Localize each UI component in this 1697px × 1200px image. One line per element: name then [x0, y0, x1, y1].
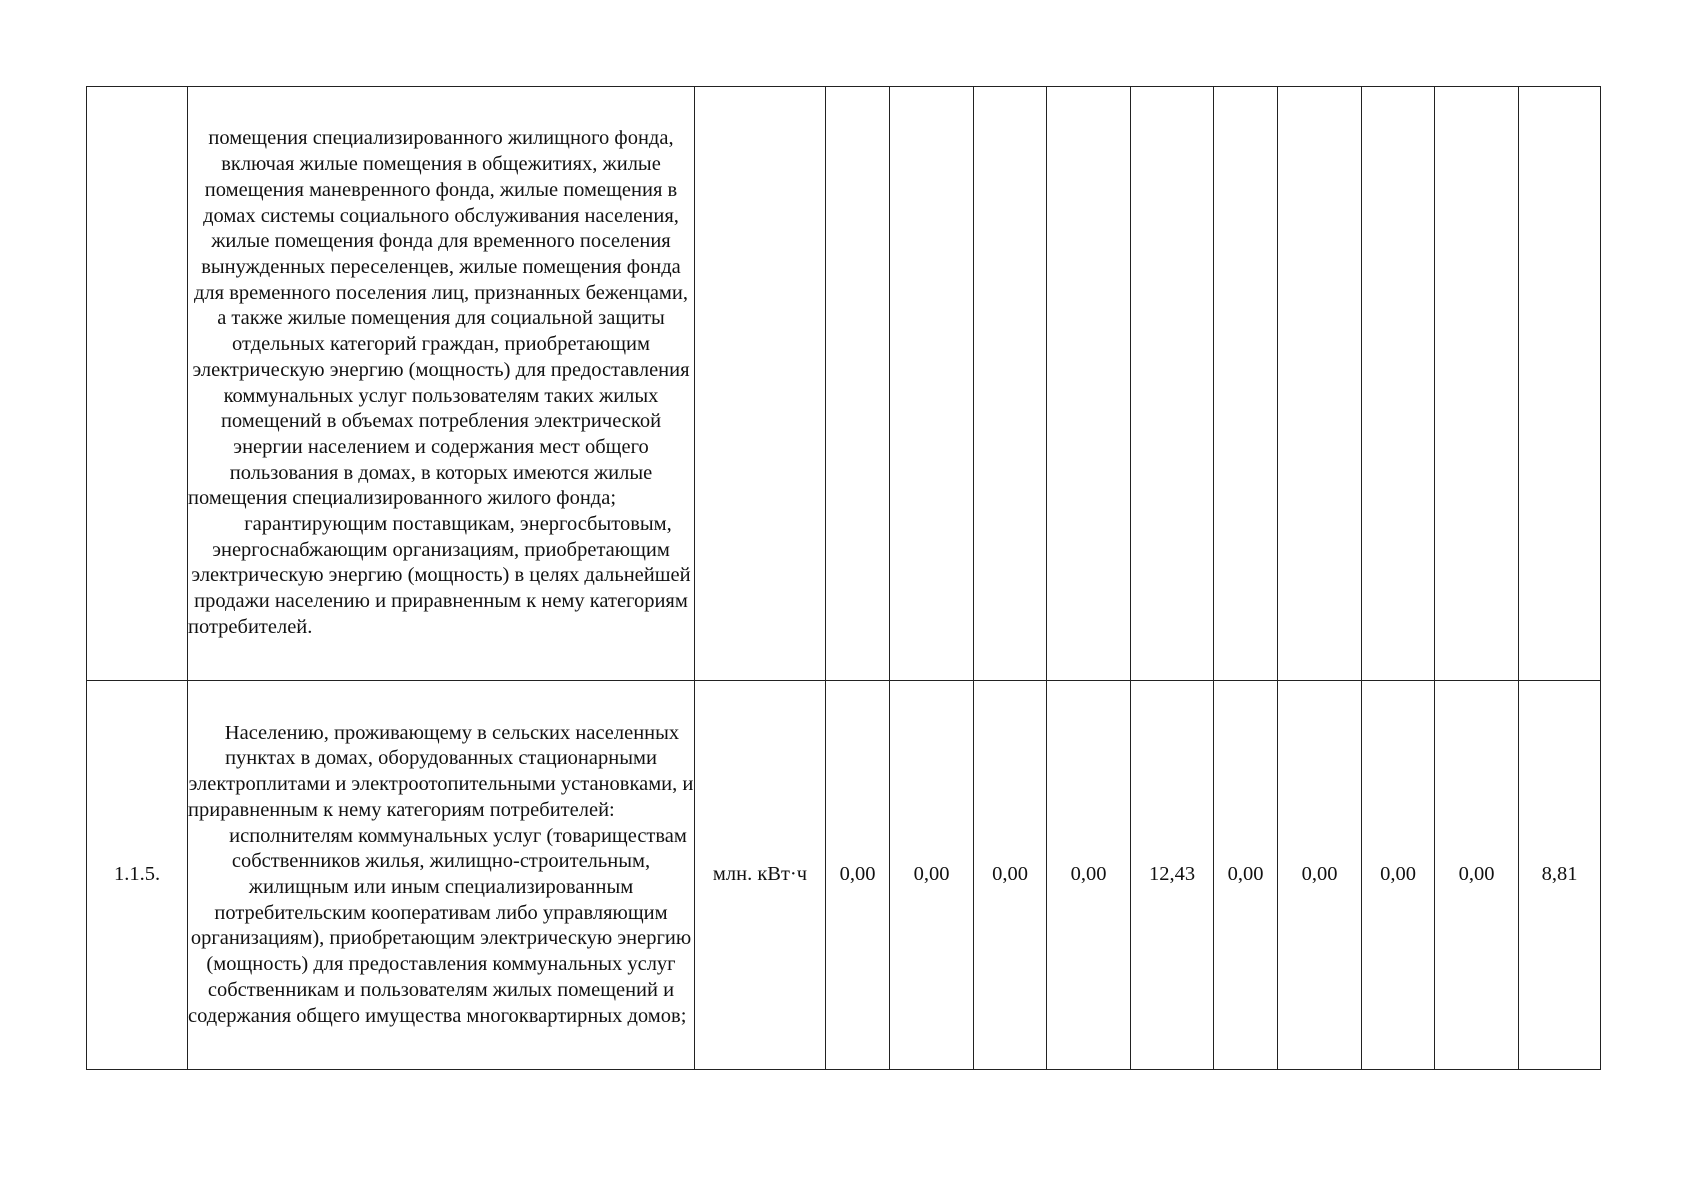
row-number-cell — [87, 87, 188, 681]
value-cell: 0,00 — [826, 681, 890, 1070]
table-row — [87, 681, 1601, 1070]
description-paragraph: исполнителям коммунальных услуг (товариществам собственников жилья, жилищно-строительным, жилищным или иным специализированным потребительским кооперативам либо управляющим организациям), приобретающим электрическую энергию (мощность) для предоставления коммунальных услуг собственникам и пользователям жилых помещений и содержания общего имущества многоквартирных домов; — [188, 824, 692, 1027]
description-cell — [188, 87, 695, 681]
value-cell — [1047, 87, 1131, 681]
value-cell: 0,00 — [1214, 681, 1278, 1070]
value-cell: 12,43 — [1131, 681, 1214, 1070]
value-cell — [826, 87, 890, 681]
value-cell: 0,00 — [1047, 681, 1131, 1070]
value-cell: 0,00 — [1362, 681, 1435, 1070]
value-cell — [1519, 87, 1601, 681]
value-cell — [890, 87, 974, 681]
value-cell — [974, 87, 1047, 681]
data-table — [86, 86, 1601, 1070]
value-cell — [1362, 87, 1435, 681]
value-cell: 8,81 — [1519, 681, 1601, 1070]
row-number-cell: 1.1.5. — [87, 681, 188, 1070]
unit-cell — [695, 87, 826, 681]
value-cell: 0,00 — [1278, 681, 1362, 1070]
value-cell — [1214, 87, 1278, 681]
value-cell: 0,00 — [1435, 681, 1519, 1070]
value-cell — [1131, 87, 1214, 681]
description-paragraph: помещения специализированного жилищного фонда, включая жилые помещения в общежитиях, жилые помещения маневренного фонда, жилые помещения в домах системы социального обслуживания населения, жилые помещения фонда для временного поселения вынужденных переселенцев, жилые помещения фонда для временного поселения лиц, признанных беженцами, а также жилые помещения для социальной защиты отдельных категорий граждан, приобретающим электрическую энергию (мощность) для предоставления коммунальных услуг пользователям таких жилых помещений в объемах потребления электрической энергии населением и содержания мест общего пользования в домах, в которых имеются жилые помещения специализированного жилого фонда; — [188, 127, 690, 510]
description-paragraph: Населению, проживающему в сельских населенных пунктах в домах, оборудованных стационарными электроплитами и электроотопительными установками, и приравненным к нему категориям потребителей: — [188, 721, 694, 821]
table-row — [87, 87, 1601, 681]
value-cell — [1435, 87, 1519, 681]
description-paragraph: гарантирующим поставщикам, энергосбытовым, энергоснабжающим организациям, приобретающим электрическую энергию (мощность) в целях дальнейшей продажи населению и приравненным к нему категориям потребителей. — [188, 513, 691, 638]
value-cell: 0,00 — [974, 681, 1047, 1070]
value-cell: 0,00 — [890, 681, 974, 1070]
unit-cell: млн. кВт·ч — [695, 681, 826, 1070]
description-cell — [188, 681, 695, 1070]
value-cell — [1278, 87, 1362, 681]
